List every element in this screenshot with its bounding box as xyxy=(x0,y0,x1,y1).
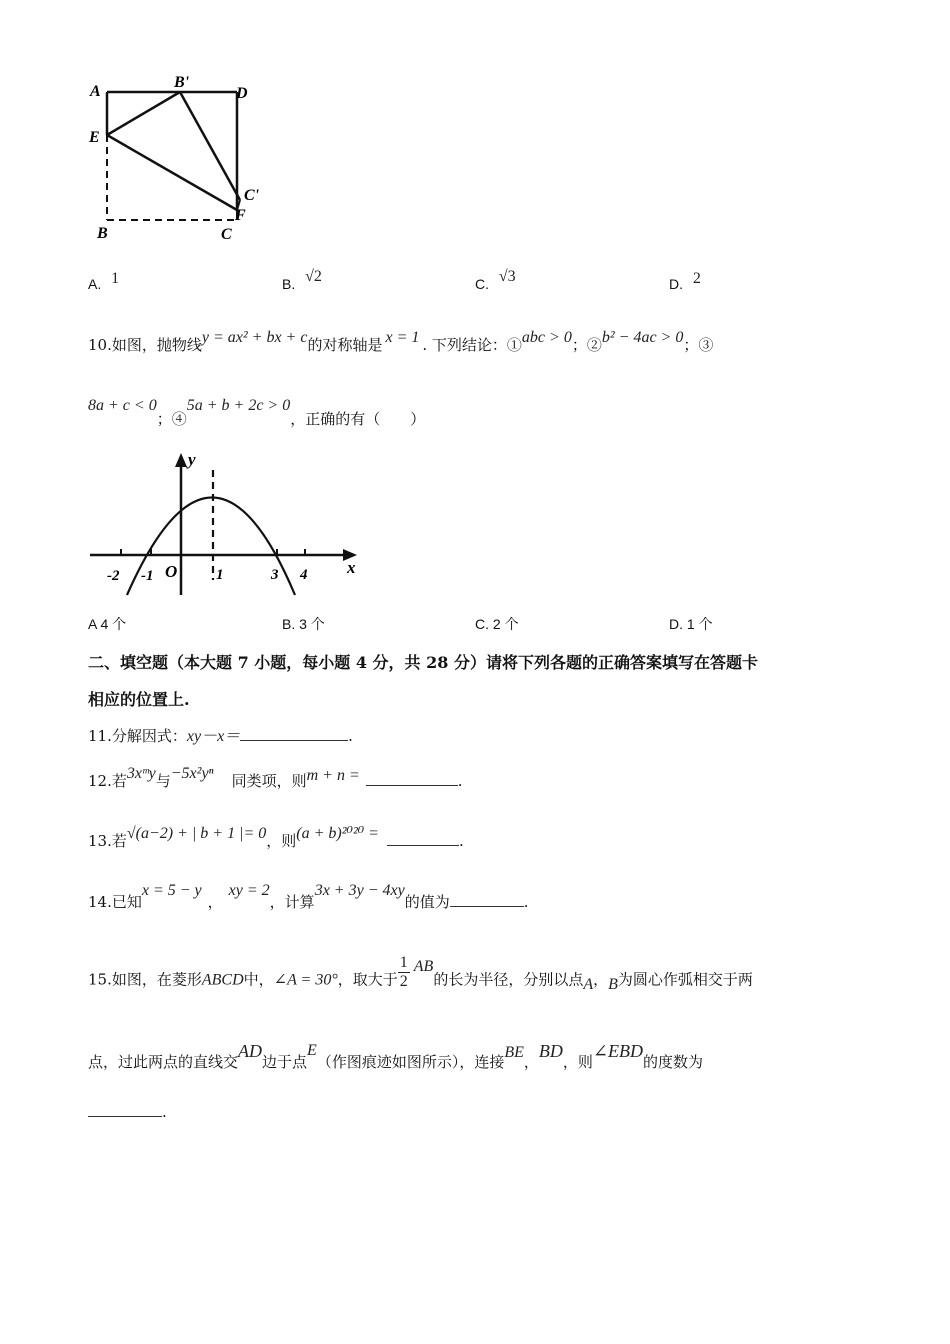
q10-line1: 10.如图，抛物线y = ax² + bx + c的对称轴是 x = 1 . 下列结论：①abc > 0；②b² − 4ac > 0；③ xyxy=(88,329,714,354)
q10-option-d: D. 1 个 xyxy=(669,616,713,632)
q14: 14.已知x = 5 − y，xy = 2，计算3x + 3y − 4xy的值为 . xyxy=(88,882,529,911)
section2-heading-line2: 相应的位置上. xyxy=(88,690,190,709)
q15-line1: 15.如图，在菱形ABCD中，∠A = 30°，取大于 $\frac{1}{2}$ AB的长为半径，分别以点A，B为圆心作弧相交于两 xyxy=(88,954,753,993)
label-D: D xyxy=(236,85,248,102)
q12: 12.若3xᵐy与−5x²yⁿ 同类项，则m + n = . xyxy=(88,765,463,790)
q10-option-b: B. 3 个 xyxy=(282,616,325,632)
q15-answer-blank xyxy=(88,1102,162,1117)
label-A: A xyxy=(90,83,101,100)
tick-label-neg2: -2 xyxy=(107,568,120,584)
q9-option-b: B. √2 xyxy=(282,268,322,292)
q14-answer-blank xyxy=(450,892,524,907)
q13-answer-blank xyxy=(387,831,459,846)
y-axis-arrow xyxy=(175,453,187,467)
label-B: B xyxy=(97,225,108,242)
q13: 13.若√(a−2) + | b + 1 |= 0，则(a + b)²⁰²⁰ = . xyxy=(88,825,464,850)
q10-option-a: A 4 个 xyxy=(88,616,127,632)
q9-option-d: D. 2 xyxy=(669,270,701,292)
origin-label: O xyxy=(165,562,178,581)
tick-label-3: 3 xyxy=(271,567,279,583)
edge-EF xyxy=(107,135,237,210)
x-label: x xyxy=(347,558,356,577)
edge-EB-prime xyxy=(107,92,180,135)
q10-option-c: C. 2 个 xyxy=(475,616,519,632)
label-C-prime: C' xyxy=(244,187,260,204)
label-E: E xyxy=(89,129,100,146)
tick-label-4: 4 xyxy=(300,567,308,583)
q9-option-c: C. √3 xyxy=(475,268,516,292)
parabola-figure xyxy=(85,445,375,600)
label-F: F xyxy=(235,207,246,224)
q9-option-a: A. 1 xyxy=(88,270,120,292)
section2-heading-line1: 二、填空题（本大题 7 小题，每小题 4 分，共 28 分）请将下列各题的正确答案填写在答题卡 xyxy=(88,653,758,672)
q12-answer-blank xyxy=(366,771,458,786)
tick-label-neg1: -1 xyxy=(141,568,154,584)
q11-answer-blank xyxy=(240,726,348,741)
q15-line3: . xyxy=(88,1102,167,1121)
label-C: C xyxy=(221,226,232,243)
q10-line2: 8a + c < 0；④5a + b + 2c > 0，正确的有（ ） xyxy=(88,397,426,428)
fold-figure xyxy=(80,70,280,245)
label-B-prime: B' xyxy=(174,74,190,91)
tick-label-1: 1 xyxy=(216,567,224,583)
y-label: y xyxy=(188,450,196,469)
edge-B-prime-C-prime xyxy=(180,92,240,200)
q11: 11.分解因式：xy－x＝ . xyxy=(88,727,353,745)
q15-line2: 点，过此两点的直线交AD边于点E（作图痕迹如图所示），连接BE，BD，则∠EBD的度数为 xyxy=(88,1041,703,1071)
